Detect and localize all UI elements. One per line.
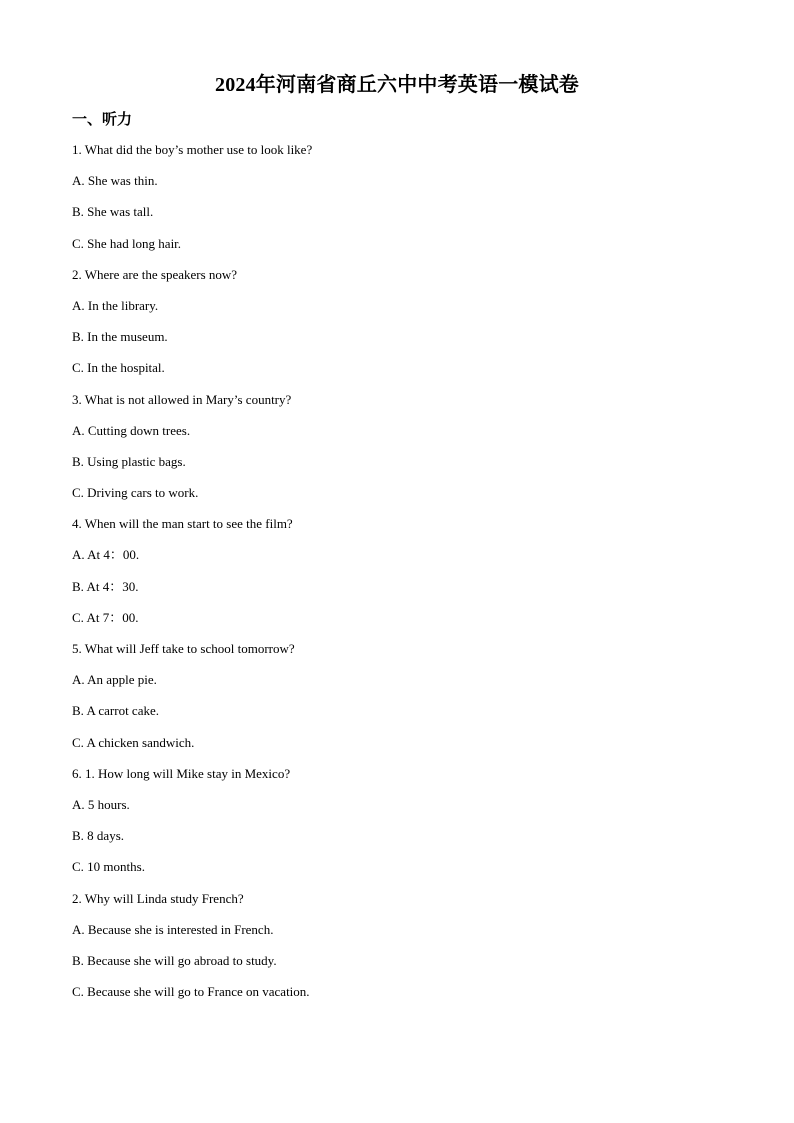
page-title: 2024年河南省商丘六中中考英语一模试卷 — [215, 74, 579, 96]
question-4: 4. When will the man start to see the film? — [72, 516, 293, 532]
option-6-1c: C. 10 months. — [72, 859, 145, 875]
question-list — [72, 141, 312, 1014]
question-1: 1. What did the boy’s mother use to look like? — [72, 142, 313, 157]
option-3c: C. Driving cars to work. — [72, 485, 199, 501]
option-2b: B. In the museum. — [72, 329, 168, 345]
option-4b: B. At 4：30. — [72, 578, 139, 594]
option-2a: A. In the library. — [72, 297, 159, 313]
question-2: 2. Where are the speakers now? — [72, 266, 238, 282]
option-5c: C. A chicken sandwich. — [72, 734, 195, 750]
option-6-2b: B. Because she will go abroad to study. — [72, 952, 277, 968]
option-4a: A. At 4：00. — [72, 547, 140, 563]
option-5b: B. A carrot cake. — [72, 703, 159, 719]
option-3a: A. Cutting down trees. — [72, 422, 191, 438]
option-1a: A. She was thin. — [72, 173, 158, 189]
question-6-2: 2. Why will Linda study French? — [72, 890, 244, 906]
question-3: 3. What is not allowed in Mary’s country? — [72, 391, 292, 407]
option-6-1a: A. 5 hours. — [72, 796, 130, 812]
option-1c: C. She had long hair. — [72, 235, 182, 251]
option-6-2c: C. Because she will go to France on vacation. — [72, 984, 310, 1000]
question-6-1: 6. 1. How long will Mike stay in Mexico? — [72, 765, 291, 781]
question-5: 5. What will Jeff take to school tomorrow? — [72, 641, 295, 656]
option-3b: B. Using plastic bags. — [72, 453, 186, 469]
option-1b: B. She was tall. — [72, 204, 154, 220]
option-2c: C. In the hospital. — [72, 360, 165, 376]
option-6-1b: B. 8 days. — [72, 828, 124, 844]
option-6-2a: A. Because she is interested in French. — [72, 921, 274, 937]
option-5a: A. An apple pie. — [72, 672, 157, 688]
section-heading: 一、听力 — [72, 112, 133, 128]
option-4c: C. At 7：00. — [72, 609, 139, 625]
